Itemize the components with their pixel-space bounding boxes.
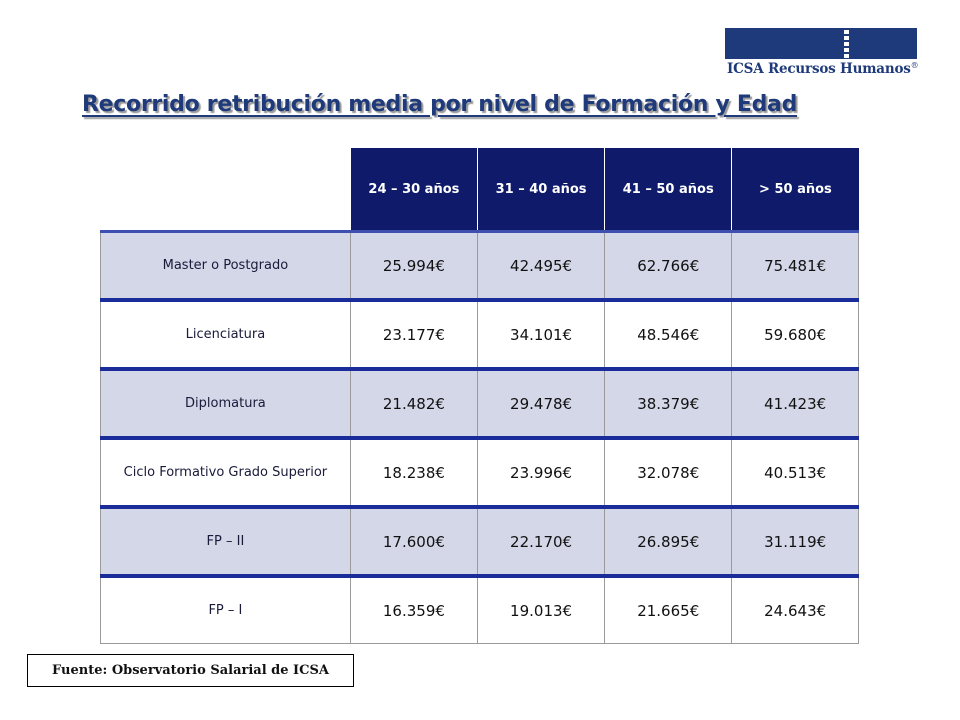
table-cell: 17.600€: [350, 507, 477, 576]
source-note: Fuente: Observatorio Salarial de ICSA: [27, 654, 354, 687]
table-cell: 19.013€: [477, 576, 604, 644]
table-cell: 24.643€: [732, 576, 859, 644]
vertical-dots-icon: [844, 30, 850, 57]
table-cell: 29.478€: [477, 369, 604, 438]
table-cell: 21.665€: [605, 576, 732, 644]
row-label: Diplomatura: [101, 369, 351, 438]
row-label: FP – I: [101, 576, 351, 644]
logo-text: ICSA Recursos Humanos®: [727, 61, 919, 77]
table-cell: 62.766€: [605, 232, 732, 301]
table-cell: 25.994€: [350, 232, 477, 301]
table-cell: 41.423€: [732, 369, 859, 438]
table-row: [101, 507, 859, 576]
table-cell: 31.119€: [732, 507, 859, 576]
row-label: Master o Postgrado: [101, 232, 351, 301]
table-row: [101, 232, 859, 301]
table-cell: 59.680€: [732, 300, 859, 369]
table-cell: 48.546€: [605, 300, 732, 369]
column-header: 41 – 50 años: [605, 148, 732, 232]
table-cell: 26.895€: [605, 507, 732, 576]
row-label: Licenciatura: [101, 300, 351, 369]
column-header: 31 – 40 años: [477, 148, 604, 232]
row-label: Ciclo Formativo Grado Superior: [101, 438, 351, 507]
table-corner-cell: [101, 148, 351, 232]
table-cell: 75.481€: [732, 232, 859, 301]
table-cell: 23.996€: [477, 438, 604, 507]
table-cell: 21.482€: [350, 369, 477, 438]
company-logo: [725, 28, 917, 80]
table-row: [101, 300, 859, 369]
table-cell: 16.359€: [350, 576, 477, 644]
table-row: [101, 576, 859, 644]
table-cell: 23.177€: [350, 300, 477, 369]
table-cell: 34.101€: [477, 300, 604, 369]
table-cell: 38.379€: [605, 369, 732, 438]
table-cell: 32.078€: [605, 438, 732, 507]
logo-bar: [725, 28, 917, 59]
column-header: > 50 años: [732, 148, 859, 232]
table-row: [101, 438, 859, 507]
table-row: [101, 369, 859, 438]
row-label: FP – II: [101, 507, 351, 576]
page-title: Recorrido retribución media por nivel de Formación y Edad: [82, 92, 798, 117]
table-cell: 42.495€: [477, 232, 604, 301]
table-cell: 22.170€: [477, 507, 604, 576]
table-cell: 40.513€: [732, 438, 859, 507]
table-cell: 18.238€: [350, 438, 477, 507]
salary-table: [100, 148, 859, 644]
table-header-row: [101, 148, 859, 232]
column-header: 24 – 30 años: [350, 148, 477, 232]
